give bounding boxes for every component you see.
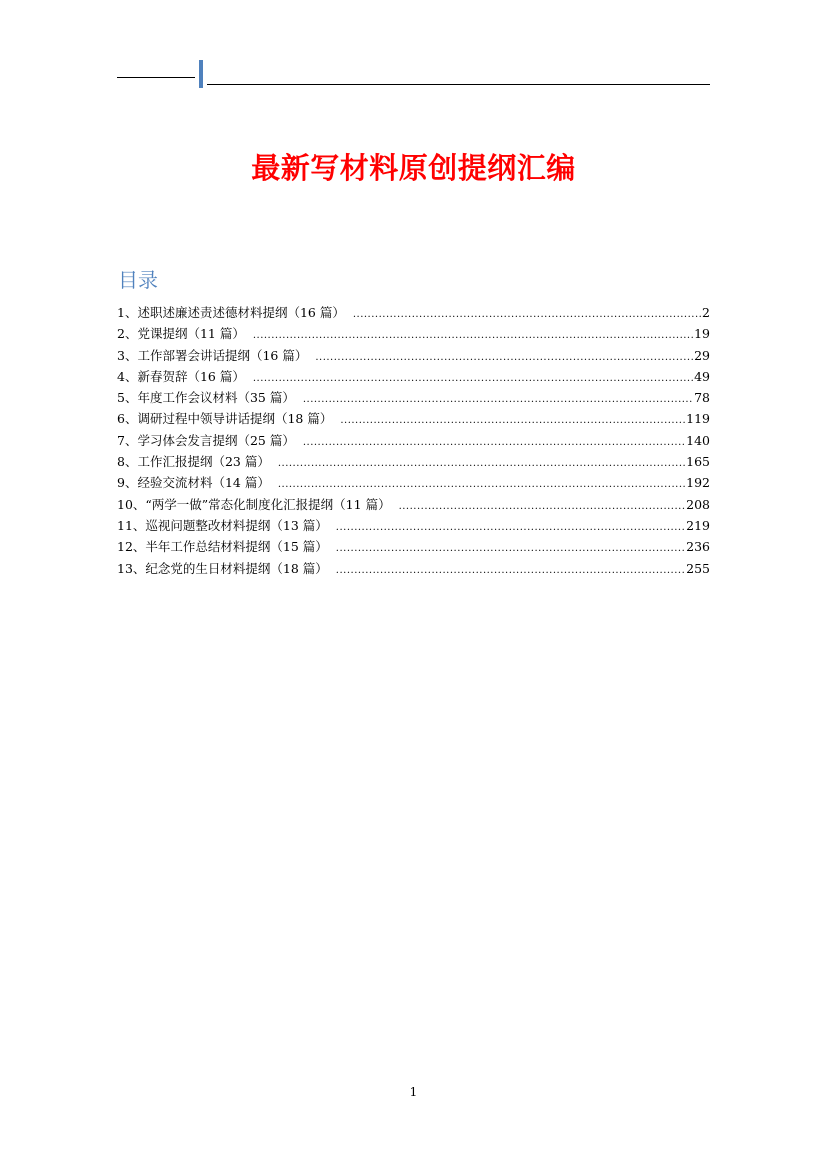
toc-entry-title: 13、纪念党的生日材料提纲（18 篇） (117, 560, 328, 576)
toc-entry-page: 236 (686, 539, 710, 555)
toc-entry[interactable] (117, 494, 710, 515)
header-rule-left (117, 77, 195, 78)
toc-entry-title: 11、巡视问题整改材料提纲（13 篇） (117, 517, 328, 533)
toc-entry-title: 8、工作汇报提纲（23 篇） (117, 454, 270, 470)
toc-entry[interactable] (117, 366, 710, 387)
header-accent-bar (199, 60, 203, 88)
toc-entry[interactable] (117, 451, 710, 472)
toc-entry-page: 19 (694, 326, 710, 342)
toc-leader-dots (336, 517, 685, 538)
toc-entry-title: 12、半年工作总结材料提纲（15 篇） (117, 539, 328, 555)
toc-entry[interactable] (117, 472, 710, 493)
toc-leader-dots (353, 304, 701, 325)
toc-entry-page: 2 (702, 305, 710, 320)
toc-entry[interactable] (117, 536, 710, 557)
toc-entry-page: 49 (694, 368, 710, 384)
toc-entry-title: 1、述职述廉述责述德材料提纲（16 篇） (117, 305, 345, 320)
toc-entry-title: 2、党课提纲（11 篇） (117, 326, 245, 342)
toc-entry[interactable] (117, 387, 710, 408)
toc-entry-title: 9、经验交流材料（14 篇） (117, 475, 270, 491)
toc-entry-title: 5、年度工作会议材料（35 篇） (117, 390, 295, 406)
toc-entry-title: 7、学习体会发言提纲（25 篇） (117, 432, 295, 448)
toc-entry-page: 78 (694, 390, 710, 406)
toc-entry-page: 192 (686, 475, 710, 491)
table-of-contents (117, 302, 710, 579)
toc-leader-dots (340, 410, 685, 431)
toc-entry-page: 208 (686, 496, 710, 512)
toc-entry[interactable] (117, 302, 710, 323)
document-title: 最新写材料原创提纲汇编 (251, 151, 576, 185)
toc-leader-dots (303, 432, 685, 453)
toc-entry-page: 165 (686, 454, 710, 470)
toc-leader-dots (278, 453, 685, 474)
toc-entry-page: 119 (686, 411, 710, 427)
toc-leader-dots (253, 325, 693, 346)
toc-entry[interactable] (117, 515, 710, 536)
toc-leader-dots (303, 389, 693, 410)
toc-entry-title: 3、工作部署会讲话提纲（16 篇） (117, 347, 308, 363)
toc-leader-dots (278, 474, 685, 495)
toc-entry-title: 6、调研过程中领导讲话提纲（18 篇） (117, 411, 333, 427)
toc-entry-title: 4、新春贺辞（16 篇） (117, 368, 245, 384)
toc-entry[interactable] (117, 408, 710, 429)
toc-entry[interactable] (117, 558, 710, 579)
toc-entry[interactable] (117, 430, 710, 451)
toc-leader-dots (315, 347, 693, 368)
toc-leader-dots (253, 368, 693, 389)
toc-entry[interactable] (117, 323, 710, 344)
toc-entry-page: 140 (686, 432, 710, 448)
toc-entry-page: 29 (694, 347, 710, 363)
toc-leader-dots (336, 538, 685, 559)
toc-entry-page: 255 (686, 560, 710, 576)
toc-leader-dots (336, 560, 685, 581)
toc-entry-page: 219 (686, 517, 710, 533)
header-rule-right (207, 84, 710, 85)
page-number: 1 (409, 1085, 418, 1099)
toc-entry[interactable] (117, 345, 710, 366)
toc-heading: 目录 (118, 268, 158, 292)
toc-entry-title: 10、“两学一做”常态化制度化汇报提纲（11 篇） (117, 496, 391, 512)
toc-leader-dots (399, 496, 686, 517)
